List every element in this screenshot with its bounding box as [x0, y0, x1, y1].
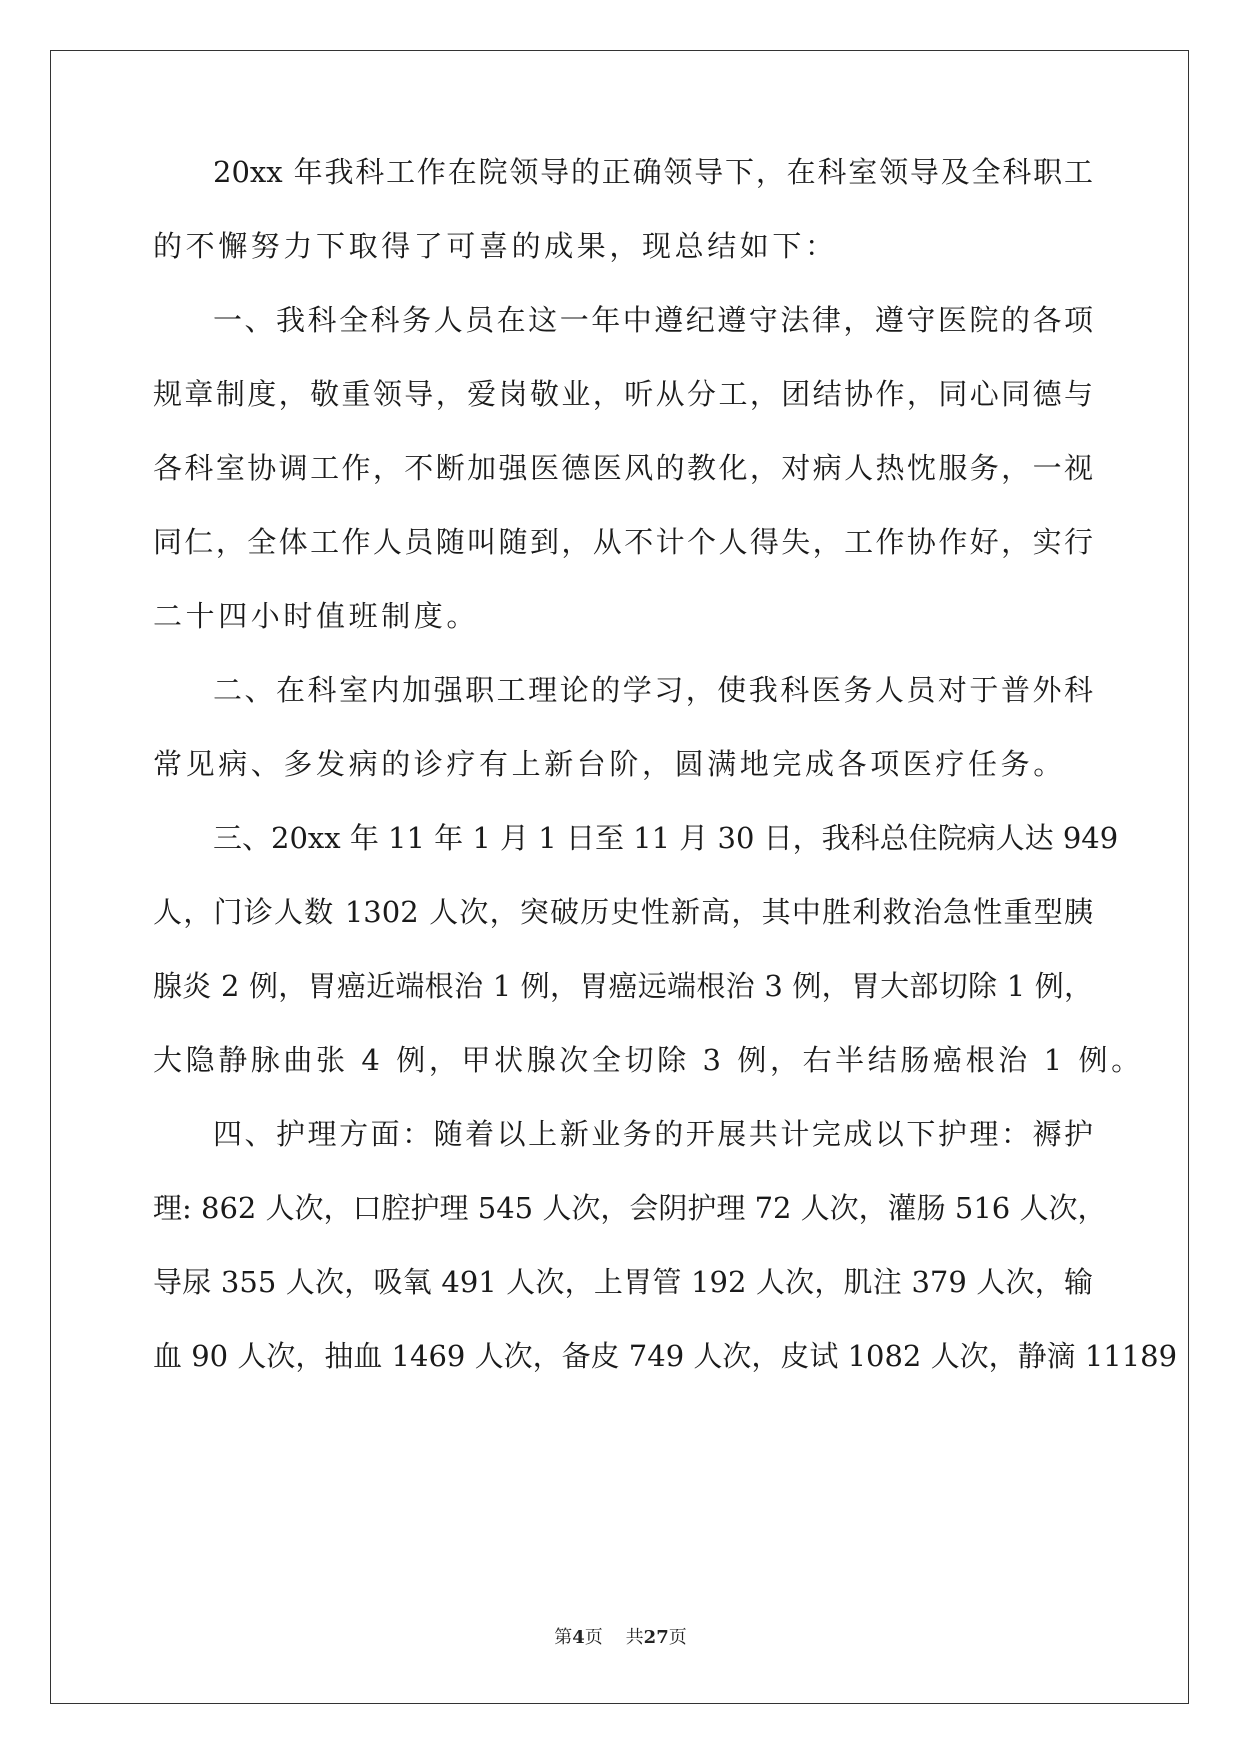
paragraph-line: 腺炎 2 例，胃癌近端根治 1 例，胃癌远端根治 3 例，胃大部切除 1 例，	[153, 969, 1093, 1003]
paragraph-line: 同仁，全体工作人员随叫随到，从不计个人得失，工作协作好，实行	[153, 525, 1093, 559]
paragraph-line: 导尿 355 人次，吸氧 491 人次，上胃管 192 人次，肌注 379 人次，输	[153, 1265, 1093, 1299]
footer-page-suffix: 页	[584, 1627, 603, 1648]
paragraph-line: 规章制度，敬重领导，爱岗敬业，听从分工，团结协作，同心同德与	[153, 377, 1093, 411]
paragraph-line: 四、护理方面：随着以上新业务的开展共计完成以下护理：褥护	[213, 1117, 1093, 1151]
paragraph-line: 二、在科室内加强职工理论的学习，使我科医务人员对于普外科	[213, 673, 1093, 707]
page-footer	[0, 1626, 1241, 1650]
page-border	[50, 50, 1189, 1704]
paragraph-line: 理: 862 人次，口腔护理 545 人次，会阴护理 72 人次，灌肠 516 人次，	[153, 1191, 1107, 1225]
footer-prefix: 第	[554, 1627, 573, 1648]
footer-total-suffix: 页	[668, 1627, 687, 1648]
paragraph-line: 的不懈努力下取得了可喜的成果，现总结如下：	[153, 229, 838, 263]
page-number: 4	[572, 1627, 585, 1648]
paragraph-line: 各科室协调工作，不断加强医德医风的教化，对病人热忱服务，一视	[153, 451, 1093, 485]
paragraph-line: 三、20xx 年 11 年 1 月 1 日至 11 月 30 日，我科总住院病人达 949	[213, 821, 1119, 855]
paragraph-line: 血 90 人次，抽血 1469 人次，备皮 749 人次，皮试 1082 人次，静滴 11189	[153, 1339, 1178, 1373]
paragraph-line: 20xx 年我科工作在院领导的正确领导下，在科室领导及全科职工	[213, 155, 1093, 189]
paragraph-line: 大隐静脉曲张 4 例，甲状腺次全切除 3 例，右半结肠癌根治 1 例。	[153, 1043, 1144, 1077]
paragraph-line: 人，门诊人数 1302 人次，突破历史性新高，其中胜利救治急性重型胰	[153, 895, 1093, 929]
paragraph-line: 常见病、多发病的诊疗有上新台阶，圆满地完成各项医疗任务。	[153, 747, 1066, 781]
paragraph-line: 一、我科全科务人员在这一年中遵纪遵守法律，遵守医院的各项	[213, 303, 1093, 337]
footer-total-prefix: 共	[625, 1627, 644, 1648]
paragraph-line: 二十四小时值班制度。	[153, 599, 480, 633]
total-pages: 27	[643, 1627, 669, 1648]
